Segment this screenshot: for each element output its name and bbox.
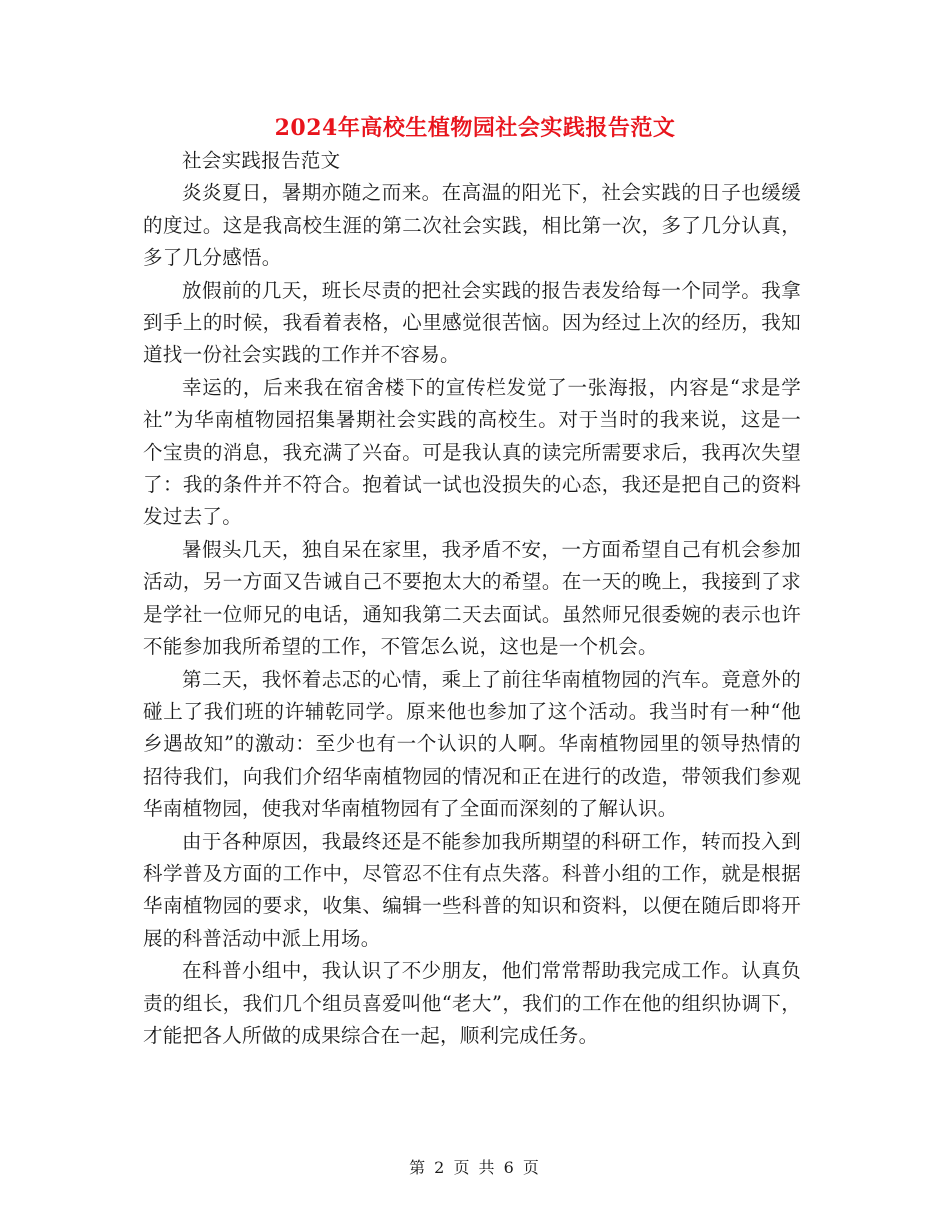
document-body	[143, 145, 801, 1052]
paragraph: 炎炎夏日，暑期亦随之而来。在高温的阳光下，社会实践的日子也缓缓的度过。这是我高校生涯的第二次社会实践，相比第一次，多了几分认真，多了几分感悟。	[143, 181, 801, 270]
paragraph: 放假前的几天，班长尽责的把社会实践的报告表发给每一个同学。我拿到手上的时候，我看着表格，心里感觉很苦恼。因为经过上次的经历，我知道找一份社会实践的工作并不容易。	[143, 278, 801, 367]
paragraph: 由于各种原因，我最终还是不能参加我所期望的科研工作，转而投入到科学普及方面的工作中，尽管忍不住有点失落。科普小组的工作，就是根据华南植物园的要求，收集、编辑一些科普的知识和资料，以便在随后即将开展的科普活动中派上用场。	[143, 829, 801, 950]
paragraph: 社会实践报告范文	[182, 149, 341, 172]
paragraph: 暑假头几天，独自呆在家里，我矛盾不安，一方面希望自己有机会参加活动，另一方面又告诫自己不要抱太大的希望。在一天的晚上，我接到了求是学社一位师兄的电话，通知我第二天去面试。虽然师兄很委婉的表示也许不能参加我所希望的工作，不管怎么说，这也是一个机会。	[143, 537, 801, 659]
paragraph: 幸运的，后来我在宿舍楼下的宣传栏发觉了一张海报，内容是“求是学社”为华南植物园招集暑期社会实践的高校生。对于当时的我来说，这是一个宝贵的消息，我充满了兴奋。可是我认真的读完所需要求后，我再次失望了：我的条件并不符合。抱着试一试也没损失的心态，我还是把自己的资料发过去了。	[143, 375, 801, 529]
page-number-footer: 第 2 页 共 6 页	[409, 1158, 541, 1177]
paragraph: 第二天，我怀着忐忑的心情，乘上了前往华南植物园的汽车。竟意外的碰上了我们班的许辅乾同学。原来他也参加了这个活动。我当时有一种“他乡遇故知”的激动：至少也有一个认识的人啊。华南植物园里的领导热情的招待我们，向我们介绍华南植物园的情况和正在进行的改造，带领我们参观华南植物园，使我对华南植物园有了全面而深刻的了解认识。	[143, 667, 801, 821]
paragraph: 在科普小组中，我认识了不少朋友，他们常常帮助我完成工作。认真负责的组长，我们几个组员喜爱叫他“老大”，我们的工作在他的组织协调下，才能把各人所做的成果综合在一起，顺利完成任务。	[143, 959, 801, 1047]
document-title: 2024年高校生植物园社会实践报告范文	[274, 115, 676, 141]
